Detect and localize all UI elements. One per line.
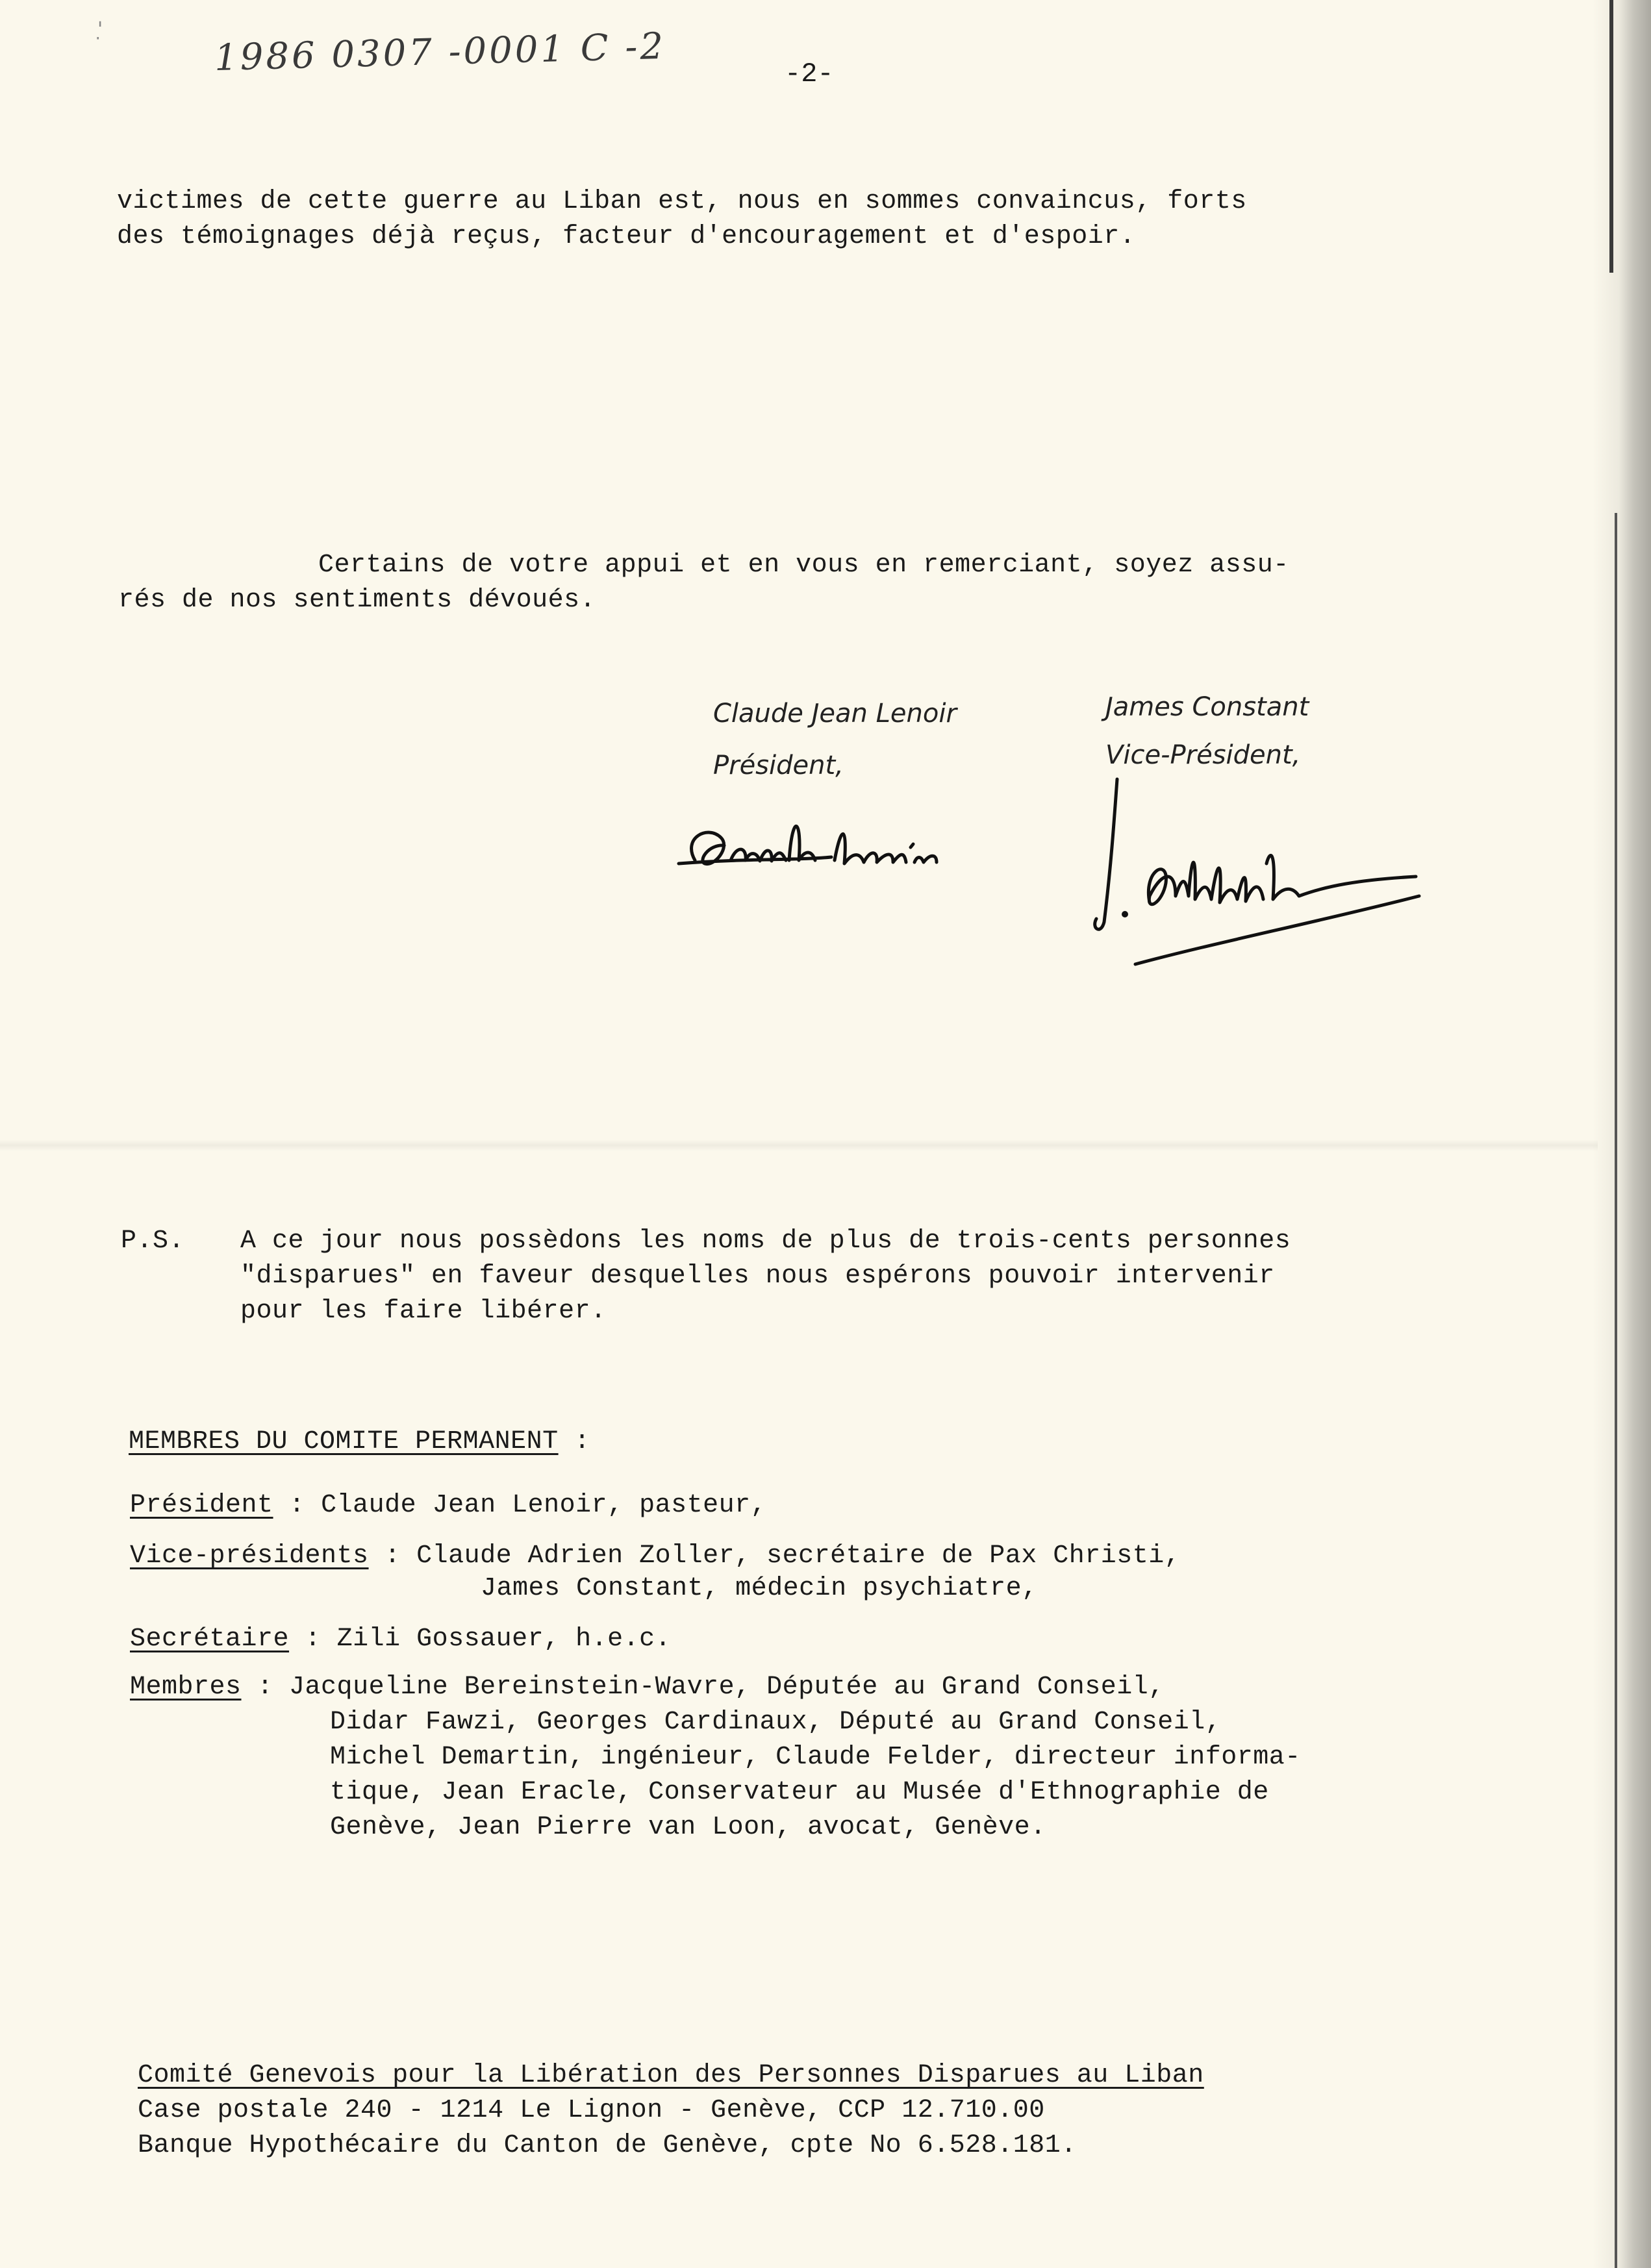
committee-president: Président : Claude Jean Lenoir, pasteur, <box>130 1491 767 1520</box>
postscript-label: P.S. <box>121 1227 185 1256</box>
signature-lenoir <box>669 799 1007 903</box>
scan-edge-shadow <box>1593 0 1651 2268</box>
footer-organization: Comité Genevois pour la Libération des Personnes Disparues au Liban <box>138 2061 1204 2090</box>
members-line-1: Jacqueline Bereinstein-Wavre, Députée au Grand Conseil, <box>289 1673 1165 1702</box>
page-number: -2- <box>785 58 834 90</box>
signatory-1-name: Claude Jean Lenoir <box>713 699 957 729</box>
members-line-5: Genève, Jean Pierre van Loon, avocat, Genève. <box>330 1813 1046 1842</box>
committee-secretary: Secrétaire : Zili Gossauer, h.e.c. <box>130 1625 672 1654</box>
signatory-2-title: Vice-Président, <box>1105 740 1301 770</box>
postscript-line-1: A ce jour nous possèdons les noms de plus de trois-cents personnes <box>240 1227 1291 1256</box>
closing-line-2: rés de nos sentiments dévoués. <box>118 586 596 615</box>
postscript-line-2: "disparues" en faveur desquelles nous espérons pouvoir intervenir <box>240 1262 1275 1291</box>
signature-constant <box>1052 773 1429 967</box>
members-line-3: Michel Demartin, ingénieur, Claude Felder, directeur informa- <box>330 1743 1301 1772</box>
handwritten-reference: 1986 0307 -0001 C -2 <box>214 25 666 80</box>
footer-bank: Banque Hypothécaire du Canton de Genève, cpte No 6.528.181. <box>138 2131 1077 2160</box>
committee-vice-presidents: Vice-présidents : Claude Adrien Zoller, secrétaire de Pax Christi, <box>130 1541 1181 1571</box>
members-label: Membres <box>130 1673 242 1702</box>
members-line-2: Didar Fawzi, Georges Cardinaux, Député au Grand Conseil, <box>330 1708 1222 1737</box>
intro-line-2: des témoignages déjà reçus, facteur d'encouragement et d'espoir. <box>117 222 1136 251</box>
margin-mark: '̣ <box>97 18 103 41</box>
intro-line-1: victimes de cette guerre au Liban est, nous en sommes convaincus, forts <box>117 187 1247 216</box>
committee-heading: MEMBRES DU COMITE PERMANENT : <box>129 1427 590 1456</box>
signatory-1-title: Président, <box>713 751 844 780</box>
postscript-line-3: pour les faire libérer. <box>240 1297 607 1326</box>
scan-edge-line-top <box>1609 0 1613 273</box>
vice-presidents-line-1: Claude Adrien Zoller, secrétaire de Pax Christi, <box>416 1541 1181 1571</box>
paper-fold <box>0 1140 1598 1151</box>
footer-address: Case postale 240 - 1214 Le Lignon - Genève, CCP 12.710.00 <box>138 2096 1045 2125</box>
closing-line-1: Certains de votre appui et en vous en remerciant, soyez assu- <box>318 551 1289 580</box>
president-value: Claude Jean Lenoir, pasteur, <box>321 1491 767 1520</box>
secretary-value: Zili Gossauer, h.e.c. <box>336 1625 672 1654</box>
scan-edge-line-bottom <box>1615 513 1617 2268</box>
vice-presidents-label: Vice-présidents <box>130 1541 369 1571</box>
vice-presidents-line-2: James Constant, médecin psychiatre, <box>481 1574 1038 1603</box>
president-label: Président <box>130 1491 273 1520</box>
secretary-label: Secrétaire <box>130 1625 290 1654</box>
members-line-4: tique, Jean Eracle, Conservateur au Musée d'Ethnographie de <box>330 1778 1269 1807</box>
committee-members: Membres : Jacqueline Bereinstein-Wavre, Députée au Grand Conseil, <box>130 1673 1165 1702</box>
signatory-2-name: James Constant <box>1105 692 1309 722</box>
